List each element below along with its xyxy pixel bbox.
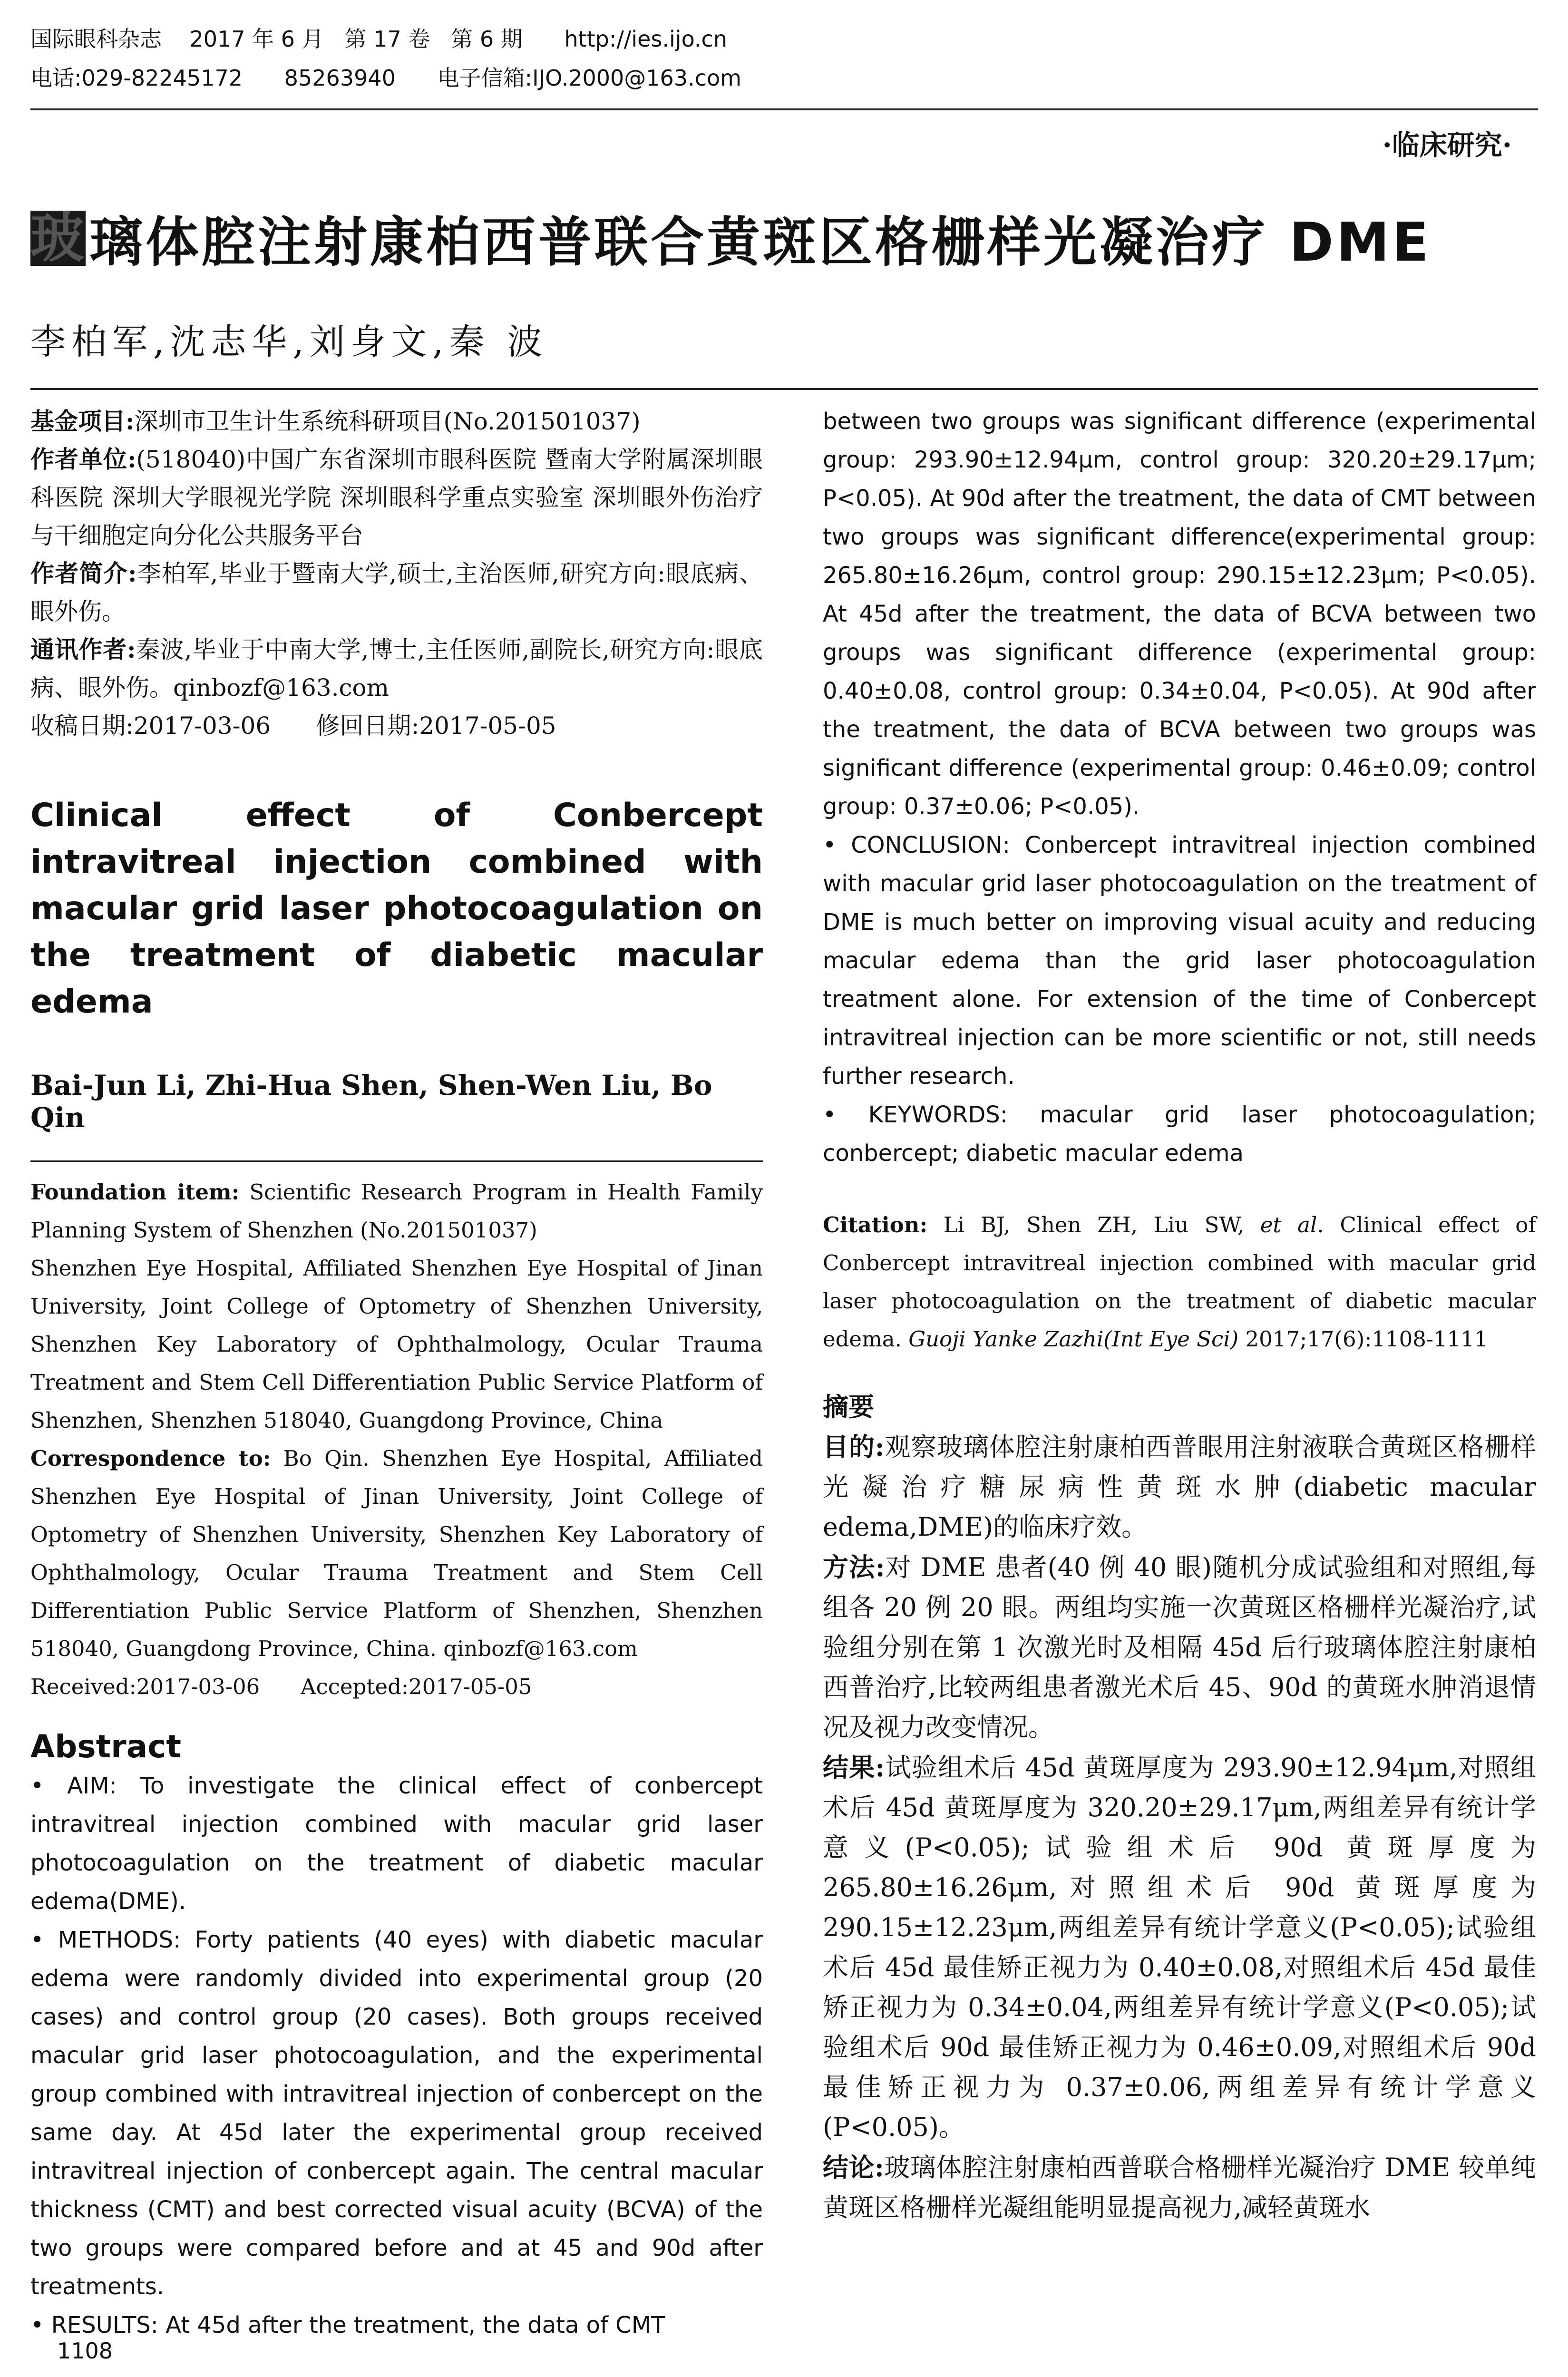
- header-divider: [30, 108, 1538, 110]
- chinese-authors: 李柏军,沈志华,刘身文,秦 波: [30, 321, 548, 362]
- foundation-item: Foundation item: Scientific Research Program in Health Family Planning System of Shenzhen (No.201501037): [30, 1179, 763, 1243]
- chinese-title: [30, 200, 1432, 276]
- english-authors: Bai-Jun Li, Zhi-Hua Shen, Shen-Wen Liu, Bo Qin: [30, 1069, 712, 1134]
- section-tag: ·临床研究·: [1382, 129, 1512, 161]
- chinese-abstract-methods: 方法:对 DME 患者(40 例 40 眼)随机分成试验组和对照组,每组各 20 例 20 眼。两组均实施一次黄斑区格栅样光凝治疗,试验组分别在第 1 次激光时及相隔 45d 后行玻璃体腔注射康柏西普治疗,比较两组患者激光术后 45、90d 的黄斑水肿消退情况及视力改变情况。: [823, 1552, 1536, 1742]
- chinese-abstract-heading: 摘要: [823, 1392, 874, 1422]
- citation: Citation: Li BJ, Shen ZH, Liu SW, et al. Clinical effect of Conbercept intravitreal injection combined with macular grid laser photocoagulation on the treatment of diabetic macular edema. Guoji Yanke Zazhi(Int Eye Sci) 2017;17(6):1108-1111: [823, 1212, 1536, 1352]
- abstract-conclusion: • CONCLUSION: Conbercept intravitreal injection combined with macular grid laser photocoagulation on the treatment of DME is much better on improving visual acuity and reducing macular edema than the grid laser photocoagulation treatment alone. For extension of the time of Conbercept intravitreal injection can be more scientific or not, still needs further research.: [823, 832, 1536, 1090]
- corresponding-author: 通讯作者:秦波,毕业于中南大学,博士,主任医师,副院长,研究方向:眼底病、眼外伤。qinbozf@163.com: [30, 635, 763, 701]
- fund-info: 基金项目:深圳市卫生计生系统科研项目(No.201501037): [30, 407, 641, 435]
- english-title: Clinical effect of Conbercept intravitreal injection combined with macular grid laser photocoagulation on the treatment of diabetic macular edema: [30, 797, 763, 1021]
- left-column: [30, 402, 763, 2345]
- received-dates-en: Received:2017-03-06 Accepted:2017-05-05: [30, 1674, 532, 1699]
- author-bio: 作者简介:李柏军,毕业于暨南大学,硕士,主治医师,研究方向:眼底病、眼外伤。: [30, 559, 763, 625]
- journal-header-line1: 国际眼科杂志 2017 年 6 月 第 17 卷 第 6 期 http://ies.ijo.cn: [30, 26, 727, 52]
- journal-header-line2: 电话:029-82245172 85263940 电子信箱:IJO.2000@163.com: [30, 65, 741, 91]
- chinese-abstract-results: 结果:试验组术后 45d 黄斑厚度为 293.90±12.94μm,对照组术后 45d 黄斑厚度为 320.20±29.17μm,两组差异有统计学意义(P<0.05);试验组术后 90d 黄斑厚度为 265.80±16.26μm,对照组术后 90d 黄斑厚度为 290.15±12.23μm,两组差异有统计学意义(P<0.05);试验组术后 45d 最佳矫正视力为 0.40±0.08,对照组术后 45d 最佳矫正视力为 0.34±0.04,两组差异有统计学意义(P<0.05);试验组术后 90d 最佳矫正视力为 0.46±0.09,对照组术后 90d 最佳矫正视力为 0.37±0.06,两组差异有统计学意义(P<0.05)。: [823, 1752, 1536, 2142]
- page-number: 1108: [57, 2338, 113, 2364]
- chinese-abstract-aim: 目的:观察玻璃体腔注射康柏西普眼用注射液联合黄斑区格栅样光凝治疗糖尿病性黄斑水肿(diabetic macular edema,DME)的临床疗效。: [823, 1432, 1537, 1542]
- title-highlight-char: 玻: [30, 207, 87, 269]
- abstract-aim: • AIM: To investigate the clinical effect of conbercept intravitreal injection combined with macular grid laser photocoagulation on the treatment of diabetic macular edema(DME).: [30, 1773, 763, 1915]
- abstract-heading: Abstract: [30, 1728, 181, 1765]
- author-divider: [30, 1160, 763, 1162]
- received-dates-cn: 收稿日期:2017-03-06 修回日期:2017-05-05: [30, 712, 556, 740]
- abstract-keywords: • KEYWORDS: macular grid laser photocoagulation; conbercept; diabetic macular edema: [823, 1101, 1537, 1167]
- abstract-results-start: • RESULTS: At 45d after the treatment, the data of CMT: [30, 2312, 665, 2338]
- chinese-abstract-conclusion: 结论:玻璃体腔注射康柏西普联合格栅样光凝治疗 DME 较单纯黄斑区格栅样光凝组能明显提高视力,减轻黄斑水: [823, 2152, 1536, 2222]
- abstract-results-cont: between two groups was significant difference (experimental group: 293.90±12.94μm, control group: 320.20±29.17μm; P<0.05). At 90d after the treatment, the data of CMT between two groups was significant difference(experimental group: 265.80±16.26μm, control group: 290.15±12.23μm; P<0.05). At 45d after the treatment, the data of BCVA between two groups was significant difference (experimental group: 0.40±0.08, control group: 0.34±0.04, P<0.05). At 90d after the treatment, the data of BCVA between two groups was significant difference (experimental group: 0.46±0.09; control group: 0.37±0.06; P<0.05).: [823, 408, 1536, 820]
- author-unit: 作者单位:(518040)中国广东省深圳市眼科医院 暨南大学附属深圳眼科医院 深圳大学眼视光学院 深圳眼科学重点实验室 深圳眼外伤治疗与干细胞定向分化公共服务平台: [30, 445, 763, 549]
- affiliation: Shenzhen Eye Hospital, Affiliated Shenzhen Eye Hospital of Jinan University, Joint College of Optometry of Shenzhen University, Shenzhen Key Laboratory of Ophthalmology, Ocular Trauma Treatment and Stem Cell Differentiation Public Service Platform of Shenzhen, Shenzhen 518040, Guangdong Province, China: [30, 1256, 763, 1433]
- chinese-title-text: 璃体腔注射康柏西普联合黄斑区格栅样光凝治疗 DME: [89, 212, 1432, 273]
- correspondence: Correspondence to: Bo Qin. Shenzhen Eye Hospital, Affiliated Shenzhen Eye Hospital of Jinan University, Joint College of Optometry of Shenzhen University, Shenzhen Key Laboratory of Ophthalmology, Ocular Trauma Treatment and Stem Cell Differentiation Public Service Platform of Shenzhen, Shenzhen 518040, Guangdong Province, China. qinbozf@163.com: [30, 1446, 763, 1661]
- right-column: [823, 402, 1536, 2228]
- abstract-methods: • METHODS: Forty patients (40 eyes) with diabetic macular edema were randomly divided into experimental group (20 cases) and control group (20 cases). Both groups received macular grid laser photocoagulation, and the experimental group combined with intravitreal injection of conbercept on the same day. At 45d later the experimental group received intravitreal injection of conbercept again. The central macular thickness (CMT) and best corrected visual acuity (BCVA) of the two groups were compared before and at 45 and 90d after treatments.: [30, 1927, 763, 2300]
- title-divider: [30, 388, 1538, 390]
